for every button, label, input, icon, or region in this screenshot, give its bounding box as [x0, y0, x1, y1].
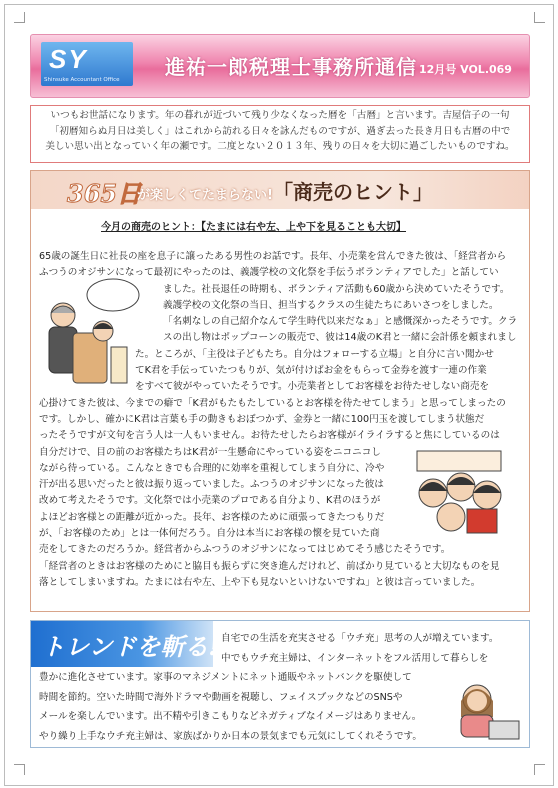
banner-subtitle: が楽しくてたまらない! — [137, 188, 273, 203]
trend-line: やり繰り上手なウチ充主婦は、家族ばかりか日本の景気までも元気にしてくれそうです。 — [39, 730, 422, 742]
body-line: ったそうですが文句を言う人は一人もいません。お待たせしたらお客様がイライラすると焦にしているのは — [39, 430, 500, 442]
body-line: 義護学校の文化祭の当日、担当するクラスの生徒たちにあいさつをしました。 — [163, 299, 499, 311]
body-line: ました。社長退任の時期も、ボランティア活動も60歳から決めていたそうです。 — [163, 283, 510, 295]
body-line: てK君を手伝っていたつもりが、気が付けばお金をもらって金券を渡す一連の作業 — [135, 365, 487, 377]
crop-mark — [14, 12, 25, 23]
body-line: をすべて彼がやっていたそうです。小売業者としてお客様をお待たせしない商売を — [135, 381, 490, 393]
greeting-box — [30, 105, 530, 163]
body-line: ながら待っている。こんなときでも合理的に効率を重視してしまう自分に、冷や — [39, 462, 385, 474]
greeting-line: 美しい思い出となっていく年の瀬です。二度とない２０１３年、残りの日々を大切に過ごしたいものですね。 — [45, 141, 515, 152]
body-line: スの出し物はポップコーンの販売で、彼は14歳のK君と一緒に会計係を頼まれまし — [163, 332, 517, 344]
body-line: 心掛けてきた彼は、今までの癖で「K君がもたもたしているとお客様を待たせてしまう」と思ってしまったの — [39, 397, 506, 409]
crop-mark — [534, 764, 545, 775]
greeting-line: 「初暦知らぬ月日は美しく」はこれから訪れる日々を詠んだものですが、過ぎ去った長き月日も古暦の中で — [49, 125, 511, 137]
banner-number: 365日 — [67, 179, 142, 208]
issue-volume: 12月号 VOL.069 — [419, 63, 512, 76]
body-line: 65歳の誕生日に社長の座を息子に譲ったある男性のお話です。長年、小売業を営んできた彼は、「経営者から — [39, 251, 507, 262]
newsletter-title: 進祐一郎税理士事務所通信 — [165, 55, 417, 79]
business-hint-section — [30, 170, 530, 612]
trend-line: 自宅での生活を充実させる「ウチ充」思考の人が増えています。 — [221, 633, 499, 644]
trend-section — [30, 620, 530, 748]
trend-line: 豊かに進化させています。家事のマネジメントにネット通販やネットバンクを駆使して — [39, 672, 412, 683]
body-line: 汗が出る思いだったと彼は振り返っていました。ふつうのオジサンになった彼は — [39, 479, 384, 491]
banner-heading: 「商売のヒント」 — [273, 180, 433, 204]
hint-title: 今月の商売のヒント：【たまには右や左、上や下を見ることも大切】 — [101, 222, 406, 233]
body-line: 売をしてきたのだろうか。経営者からふつうのオジサンになってはじめてそう感じたそうです。 — [39, 544, 451, 556]
body-line: た。ところが、「主役は子どもたち。自分はフォローする立場」と自分に言い聞かせ — [135, 348, 494, 360]
logo-subtitle: Shinsuke Accountant Office — [44, 77, 120, 83]
hint-body — [39, 249, 523, 591]
woman-at-laptop-illustration — [431, 677, 523, 743]
crop-mark — [534, 12, 545, 23]
body-line: 「経営者のときはお客様のためにと脇目も振らずに突き進んだけれど、前ばかり見ていると大切なものを見 — [39, 560, 500, 572]
office-logo — [41, 42, 133, 86]
body-line: ふつうのオジサンになって最初にやったのは、義護学校の文化祭を手伝うボランティアでした」と話してい — [39, 267, 499, 279]
trend-title: トレンドを斬る! — [41, 632, 219, 661]
logo-text: SY — [49, 44, 88, 74]
greeting-line: いつもお世話になります。年の暮れが近づいて残り少なくなった暦を「古暦」と言います。吉屋信子の一句 — [50, 110, 510, 121]
body-line: よほどお客様との距離が近かった。長年、お客様のために頑張ってきたつもりだ — [39, 511, 385, 523]
body-line: 改めて考えたそうです。文化祭では小売業のプロである自分より、K君のほうが — [39, 495, 381, 507]
newsletter-header — [30, 34, 530, 98]
body-line: です。しかし、確かにK君は言葉も手の動きもおぼつかず、金券と一緒に100円玉を渡してしまう状態だ — [39, 413, 485, 425]
body-line: 落としてしまいますね。たまには右や左、上や下も見ないといけないですね」と彼は言っていました。 — [39, 576, 481, 588]
trend-line: 中でもウチ充主婦は、インターネットをフル活用して暮らしを — [221, 652, 489, 664]
hint-banner — [31, 171, 529, 209]
body-line: が、「お客様のため」とは一体何だろう。自分は本当にお客様の懐を見ていた商 — [39, 528, 380, 540]
body-line: 自分だけで、目の前のお客様たちはK君が一生懸命にやっている姿をニコニコし — [39, 446, 381, 458]
trend-line: 時間を節約。空いた時間で海外ドラマや動画を視聴し、フェイスブックなどのSNSや — [39, 691, 403, 703]
crop-mark — [14, 764, 25, 775]
body-line: 「名刺なしの自己紹介なんて学生時代以来だなぁ」と感慨深かったそうです。クラ — [163, 316, 518, 328]
trend-line: メールを楽しんでいます。出不精や引きこもりなどネガティブなイメージはありません。 — [39, 711, 422, 722]
